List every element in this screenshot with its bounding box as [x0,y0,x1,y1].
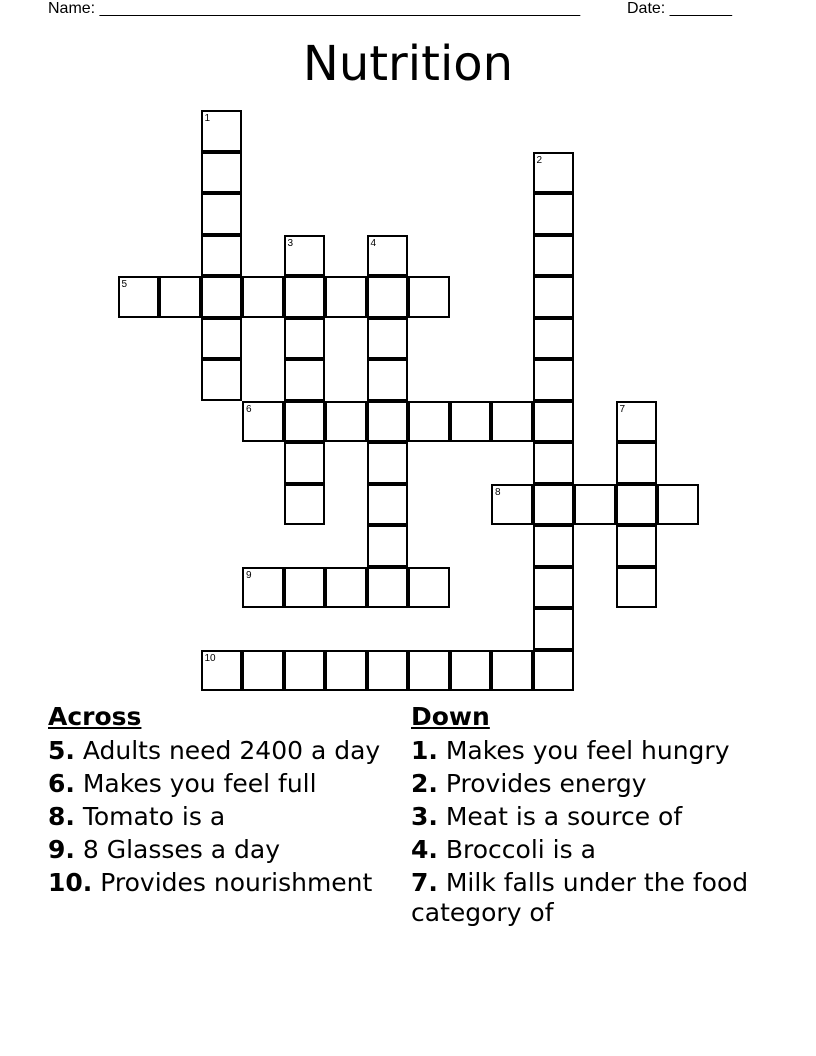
clue-text: Adults need 2400 a day [82,736,381,765]
grid-cell[interactable] [367,442,409,484]
down-heading: Down [411,702,490,731]
clue-number: 10. [48,868,93,897]
grid-cell[interactable] [367,650,409,692]
clue-number: 5. [48,736,75,765]
clue-down-2 [411,769,771,799]
clue-number: 7. [411,868,438,897]
grid-cell[interactable] [491,484,533,526]
clue-text: Provides energy [445,769,647,798]
name-line: Name: ______________________________________________________ [48,0,581,17]
clue-number: 9. [48,835,75,864]
grid-cell[interactable] [201,276,243,318]
grid-cell[interactable] [616,484,658,526]
grid-cell[interactable] [242,276,284,318]
grid-cell[interactable] [367,318,409,360]
grid-cell[interactable] [367,276,409,318]
clue-across-9 [48,835,388,865]
grid-cell[interactable] [284,401,326,443]
grid-cell[interactable] [450,401,492,443]
clue-down-3 [411,802,771,832]
grid-cell[interactable] [325,401,367,443]
grid-cell[interactable] [491,401,533,443]
clue-text: Broccoli is a [445,835,596,864]
across-clues [48,702,388,901]
clue-across-8 [48,802,388,832]
grid-cell[interactable] [533,442,575,484]
grid-cell[interactable] [201,193,243,235]
grid-cell[interactable] [533,401,575,443]
cell-number: 6 [246,403,252,415]
grid-cell[interactable] [201,152,243,194]
clue-text: 8 Glasses a day [82,835,281,864]
grid-cell[interactable] [616,525,658,567]
clue-number: 1. [411,736,438,765]
grid-cell[interactable] [284,442,326,484]
grid-cell[interactable] [284,359,326,401]
cell-number: 10 [204,652,216,664]
cell-number: 7 [619,403,626,415]
grid-cell[interactable] [533,525,575,567]
clue-down-1 [411,736,771,766]
grid-cell[interactable] [533,235,575,277]
grid-cell[interactable] [201,650,243,692]
clue-number: 3. [411,802,438,831]
page-title: Nutrition [302,36,514,92]
clue-text: Makes you feel full [82,769,317,798]
grid-cell[interactable] [242,567,284,609]
grid-cell[interactable] [408,276,450,318]
grid-cell[interactable] [408,401,450,443]
grid-cell[interactable] [491,650,533,692]
grid-cell[interactable] [325,276,367,318]
grid-cell[interactable] [284,650,326,692]
clue-across-10 [48,868,388,898]
grid-cell[interactable] [367,359,409,401]
clue-text: Tomato is a [82,802,226,831]
grid-cell[interactable] [450,650,492,692]
clue-text: Milk falls under the food category of [411,868,749,927]
clue-number: 2. [411,769,438,798]
grid-cell[interactable] [284,318,326,360]
grid-cell[interactable] [616,442,658,484]
clue-across-5 [48,736,388,766]
clue-down-4 [411,835,771,865]
grid-cell[interactable] [367,235,409,277]
cell-number: 1 [204,113,211,124]
grid-cell[interactable] [533,318,575,360]
grid-cell[interactable] [533,276,575,318]
grid-cell[interactable] [284,276,326,318]
grid-cell[interactable] [367,484,409,526]
grid-cell[interactable] [325,650,367,692]
grid-cell[interactable] [159,276,201,318]
clue-text: Makes you feel hungry [445,736,730,765]
grid-cell[interactable] [533,193,575,235]
clue-down-7 [411,868,771,928]
clue-number: 8. [48,802,75,831]
grid-cell[interactable] [284,235,326,277]
date-line: Date: _______ [627,0,732,17]
cell-number: 9 [246,569,252,581]
grid-cell[interactable] [242,401,284,443]
cell-number: 5 [121,279,128,290]
grid-cell[interactable] [201,235,243,277]
down-clues [411,702,771,931]
grid-cell[interactable] [533,650,575,692]
grid-cell[interactable] [367,567,409,609]
grid-cell[interactable] [201,359,243,401]
cell-number: 2 [536,154,543,166]
grid-cell[interactable] [325,567,367,609]
grid-cell[interactable] [533,567,575,609]
grid-cell[interactable] [284,567,326,609]
grid-cell[interactable] [533,484,575,526]
grid-cell[interactable] [408,567,450,609]
clue-number: 6. [48,769,75,798]
clue-text: Provides nourishment [100,868,373,897]
grid-cell[interactable] [118,276,160,318]
grid-cell[interactable] [367,401,409,443]
across-heading: Across [48,702,142,731]
grid-cell[interactable] [242,650,284,692]
grid-cell[interactable] [408,650,450,692]
grid-cell[interactable] [657,484,699,526]
grid-cell[interactable] [533,359,575,401]
grid-cell[interactable] [574,484,616,526]
clue-text: Meat is a source of [445,802,683,831]
grid-cell[interactable] [201,318,243,360]
grid-cell[interactable] [201,110,243,152]
grid-cell[interactable] [533,608,575,650]
grid-cell[interactable] [367,525,409,567]
clue-across-6 [48,769,388,799]
clue-number: 4. [411,835,438,864]
cell-number: 4 [370,237,377,249]
cell-number: 8 [495,486,501,498]
grid-cell[interactable] [533,152,575,194]
grid-cell[interactable] [284,484,326,526]
grid-cell[interactable] [616,401,658,443]
grid-cell[interactable] [616,567,658,609]
cell-number: 3 [287,237,294,249]
